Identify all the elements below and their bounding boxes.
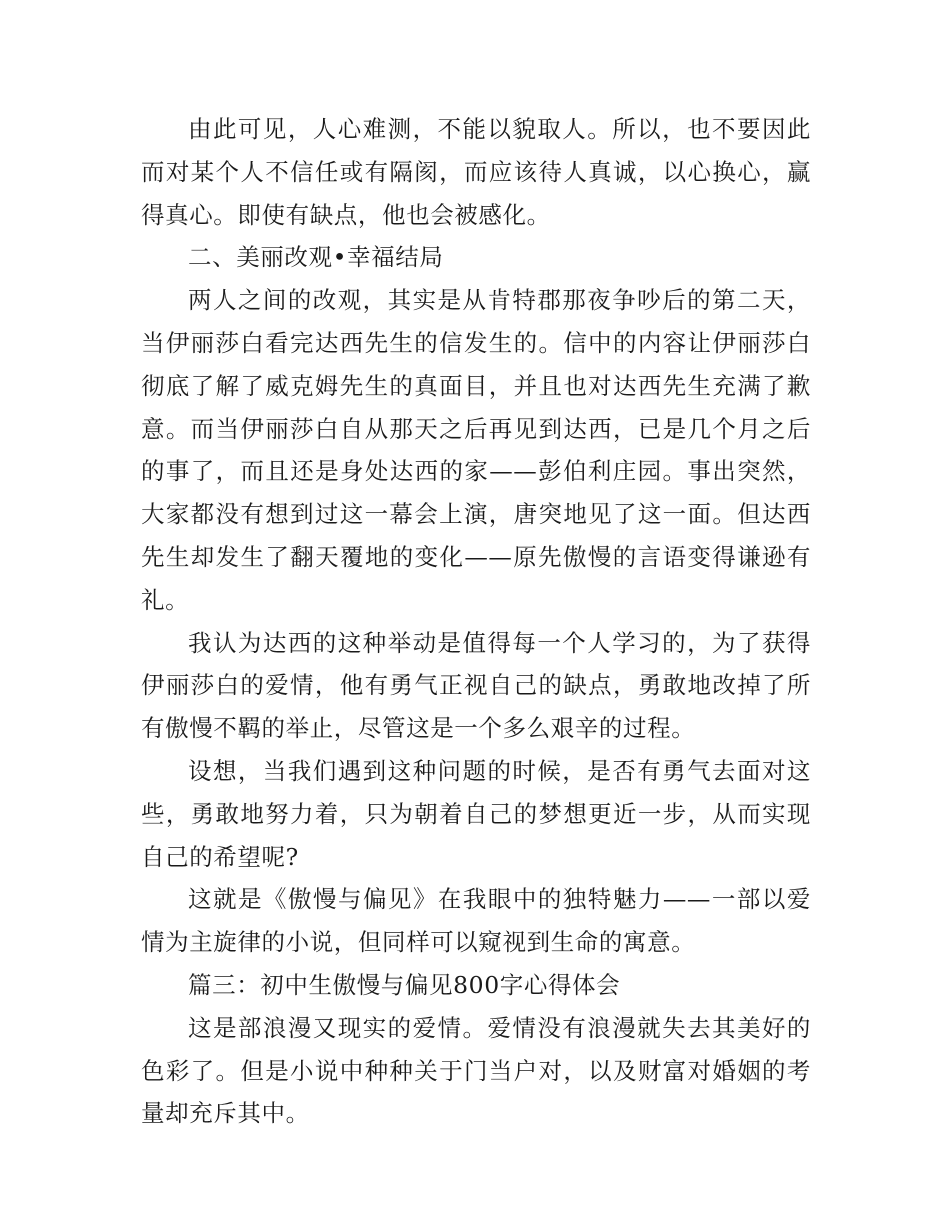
section-heading-2: 二、美丽改观•幸福结局 xyxy=(188,243,444,272)
paragraph-3: 两人之间的改观，其实是从肯特郡那夜争吵后的第二天，当伊丽莎白看完达西先生的信发生的。信中的内容让伊丽莎白彻底了解了威克姆先生的真面目，并且也对达西先生充满了歉意。而当伊丽莎白自从那天之后再见到达西，已是几个月之后的事了，而且还是身处达西的家——彭伯利庄园。事出突然，大家都没有想到过这一幕会上演，唐突地见了这一面。但达西先生却发生了翻天覆地的变化——原先傲慢的言语变得谦逊有礼。 xyxy=(141,286,811,614)
document-body xyxy=(141,108,811,1135)
paragraph-4: 我认为达西的这种举动是值得每一个人学习的，为了获得伊丽莎白的爱情，他有勇气正视自己的缺点，勇敢地改掉了所有傲慢不羁的举止，尽管这是一个多么艰辛的过程。 xyxy=(141,628,811,743)
paragraph-8: 这是部浪漫又现实的爱情。爱情没有浪漫就失去其美好的色彩了。但是小说中种种关于门当户对，以及财富对婚姻的考量却充斥其中。 xyxy=(141,1013,811,1128)
paragraph-6: 这就是《傲慢与偏见》在我眼中的独特魅力——一部以爱情为主旋律的小说，但同样可以窥视到生命的寓意。 xyxy=(141,885,811,957)
section-heading-3: 篇三：初中生傲慢与偏见800字心得体会 xyxy=(188,970,621,999)
paragraph-1: 由此可见，人心难测，不能以貌取人。所以，也不要因此而对某个人不信任或有隔阂，而应该待人真诚，以心换心，赢得真心。即使有缺点，他也会被感化。 xyxy=(141,115,811,229)
paragraph-5: 设想，当我们遇到这种问题的时候，是否有勇气去面对这些，勇敢地努力着，只为朝着自己的梦想更近一步，从而实现自己的希望呢? xyxy=(141,756,811,871)
